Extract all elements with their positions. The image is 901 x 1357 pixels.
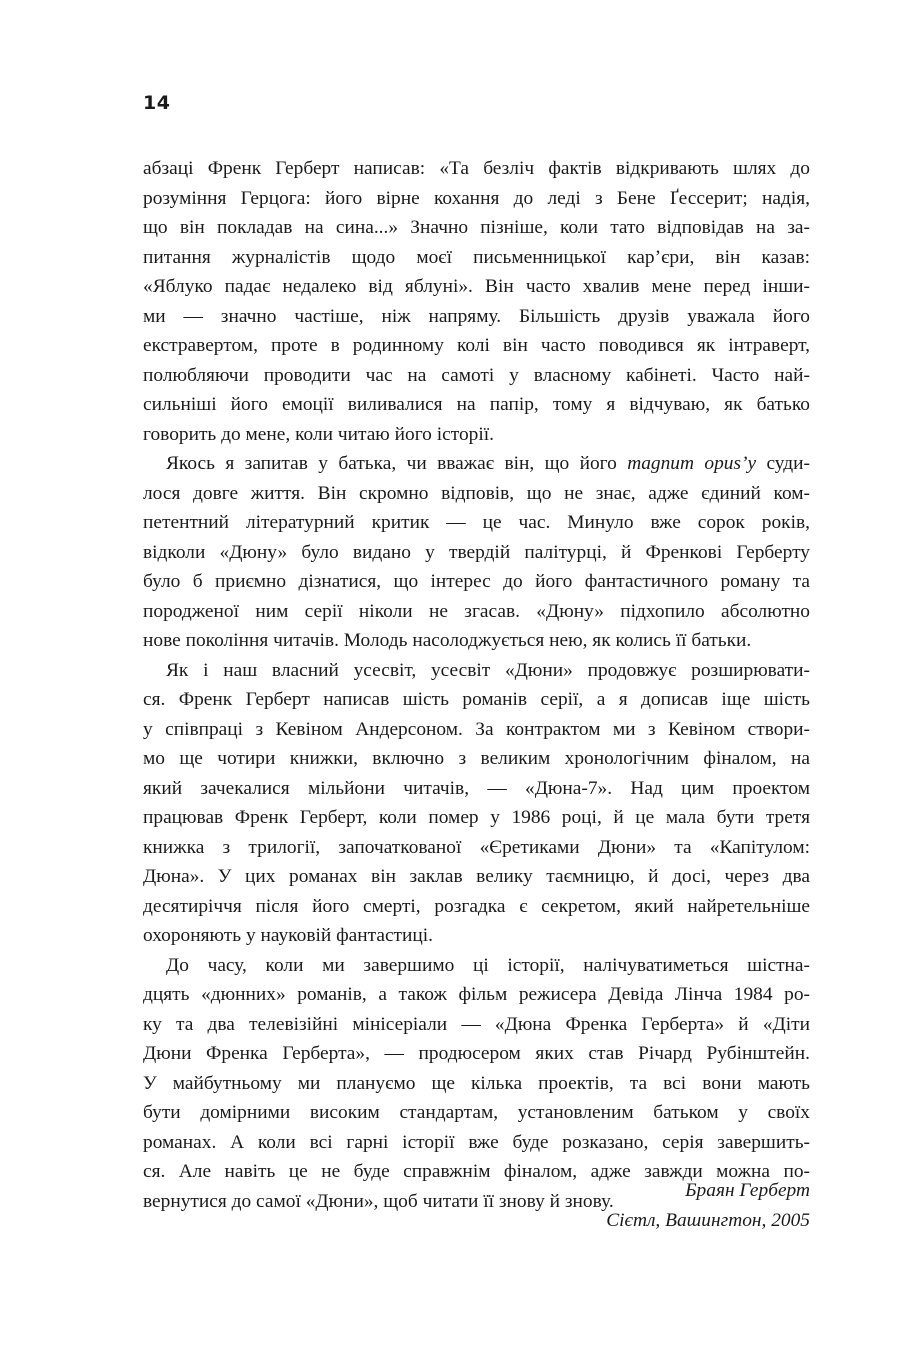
text-line: Дюна». У цих романах він заклав велику таємницю, й досі, через два <box>143 866 810 887</box>
text-line: «Яблуко падає недалеко від яблуні». Він часто хвалив мене перед інши- <box>143 276 810 297</box>
text-line: породженої ним серії ніколи не згасав. «Дюну» підхопило абсолютно <box>143 600 810 622</box>
page-number: 14 <box>143 92 171 114</box>
text-line: у співпраці з Кевіном Андерсоном. За контрактом ми з Кевіном створи- <box>143 718 810 740</box>
text-line: ся. Але навіть це не буде справжнім фіналом, адже завжди можна по- <box>143 1161 810 1182</box>
signature-place-date: Сієтл, Вашингтон, 2005 <box>606 1210 810 1231</box>
text-line: полюбляючи проводити час на самоті у власному кабінеті. Часто най- <box>143 364 810 386</box>
text-line: ми — значно частіше, ніж напряму. Більшість друзів уважала його <box>143 305 810 327</box>
text-line: Як і наш власний усесвіт, усесвіт «Дюни» продовжує розширювати- <box>166 659 810 681</box>
text-line: працював Френк Герберт, коли помер у 1986 році, й це мала бути третя <box>143 807 810 828</box>
text-line: було б приємно дізнатися, що інтерес до його фантастичного роману та <box>143 571 810 592</box>
text-line: відколи «Дюну» було видано у твердій палітурці, й Френкові Герберту <box>143 541 810 563</box>
text-line: До часу, коли ми завершимо ці історії, налічуватиметься шістна- <box>166 954 810 976</box>
text-line: охороняють у науковій фантастиці. <box>143 925 434 946</box>
text-line: дцять «дюнних» романів, а також фільм режисера Девіда Лінча 1984 ро- <box>143 984 810 1005</box>
signature-author: Браян Герберт <box>685 1180 810 1201</box>
text-line: сильніші його емоції виливалися на папір, тому я відчуваю, як батько <box>143 394 810 415</box>
text-segment: суди- <box>756 453 810 474</box>
text-line: що він покладав на сина...» Значно пізніше, коли тато відповідав на за- <box>143 217 810 238</box>
text-line: десятиріччя після його смерті, розгадка є секретом, який найретельніше <box>143 895 810 917</box>
text-line: нове покоління читачів. Молодь насолоджується нею, як колись її батьки. <box>143 630 752 651</box>
text-line: мо ще чотири книжки, включно з великим хронологічним фіналом, на <box>143 748 810 769</box>
text-line: книжка з трилогії, започаткованої «Єретиками Дюни» та «Капітулом: <box>143 836 810 858</box>
text-line: абзаці Френк Герберт написав: «Та безліч фактів відкривають шлях до <box>143 158 810 179</box>
text-line: петентний літературний критик — це час. Минуло вже сорок років, <box>143 512 810 533</box>
text-line: лося довге життя. Він скромно відповів, що не знає, адже єдиний ком- <box>143 482 810 504</box>
text-line: говорить до мене, коли читаю його історії. <box>143 423 494 445</box>
text-line: питання журналістів щодо моєї письменницької кар’єри, він казав: <box>143 246 810 268</box>
text-line: романах. А коли всі гарні історії вже буде розказано, серія завершить- <box>143 1131 810 1153</box>
italic-phrase: magnum opus’у <box>627 453 757 474</box>
text-line: ку та два телевізійні мінісеріали — «Дюна Френка Герберта» й «Діти <box>143 1013 810 1035</box>
text-line: який зачекалися мільйони читачів, — «Дюна-7». Над цим проектом <box>143 777 810 799</box>
text-line: Дюни Френка Герберта», — продюсером яких став Річард Рубінштейн. <box>143 1043 810 1064</box>
body-text <box>143 154 810 1216</box>
text-line: екстравертом, проте в родинному колі він часто поводився як інтраверт, <box>143 335 810 356</box>
signature <box>606 1176 810 1236</box>
text-line: бути домірними високим стандартам, установленим батьком у своїх <box>143 1102 810 1123</box>
text-line: розуміння Герцога: його вірне кохання до леді з Бене Ґессерит; надія, <box>143 187 810 209</box>
text-line: У майбутньому ми плануємо ще кілька проектів, та всі вони мають <box>143 1072 810 1094</box>
text-line: ся. Френк Герберт написав шість романів серії, а я дописав іще шість <box>143 689 810 710</box>
text-line-with-italic <box>143 449 810 479</box>
text-line: вернутися до самої «Дюни», щоб читати її знову й знову. <box>143 1190 614 1212</box>
text-segment: Якось я запитав у батька, чи вважає він, що його <box>166 453 628 474</box>
